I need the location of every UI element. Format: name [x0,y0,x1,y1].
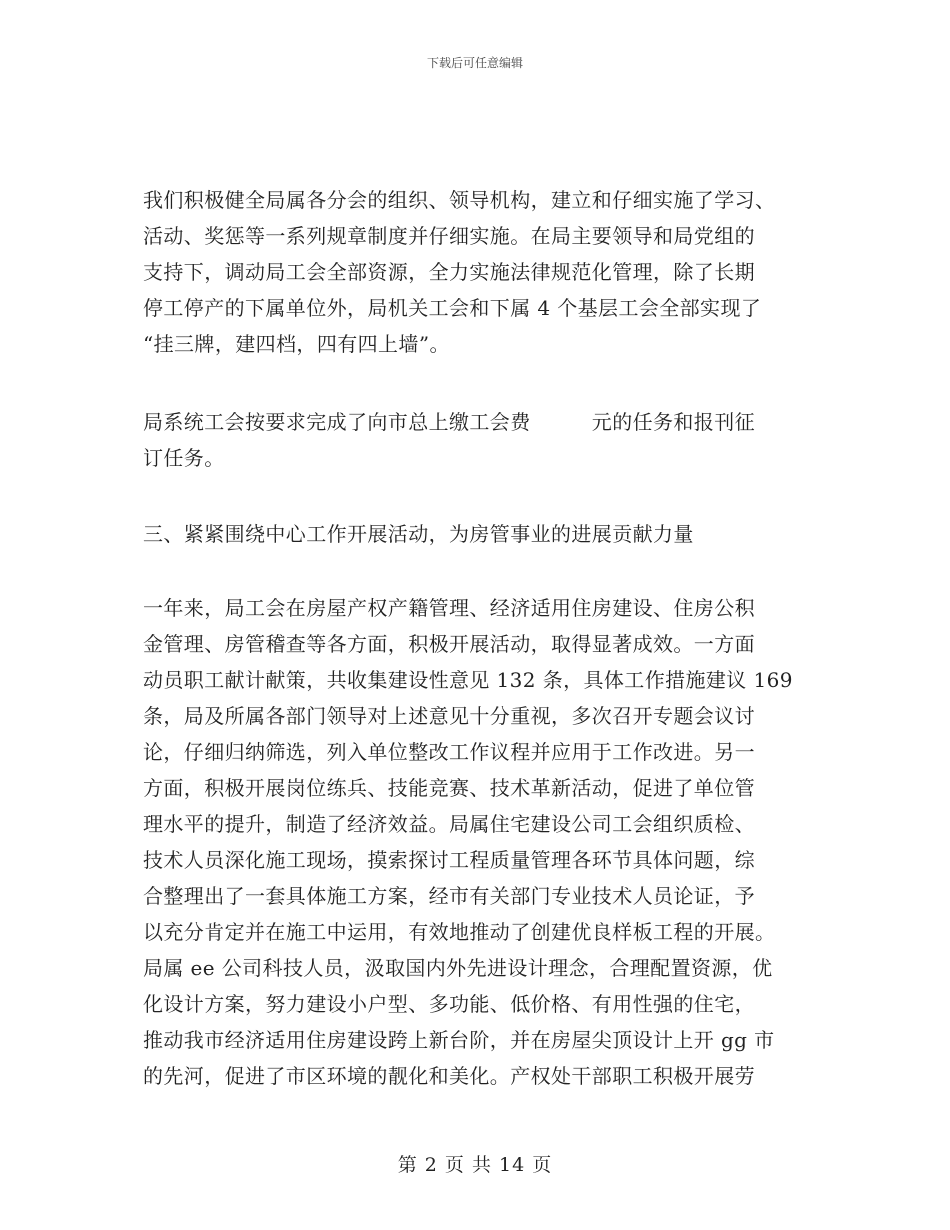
text-line: 订任务。 [143,446,225,470]
section-heading [143,516,808,552]
text-line: 合整理出了一套具体施工方案，经市有关部门专业技术人员论证，予 [143,884,755,908]
text-line: “挂三牌，建四档，四有四上墙”。 [143,332,450,356]
text-line: 条，局及所属各部门领导对上述意见十分重视，多次召开专题会议讨 [143,704,755,728]
text-line: 理水平的提升，制造了经济效益。局属住宅建设公司工会组织质检、 [143,812,755,836]
paragraph-activities [143,590,808,1094]
text-line: 化设计方案，努力建设小户型、多功能、低价格、有用性强的住宅， [143,992,755,1016]
paragraph-union-fees [143,404,808,476]
text-line: 活动、奖惩等一系列规章制度并仔细实施。在局主要领导和局党组的 [143,224,755,248]
text-line: 我们积极健全局属各分会的组织、领导机构，建立和仔细实施了学习、 [143,188,776,212]
text-line: 方面，积极开展岗位练兵、技能竞赛、技术革新活动，促进了单位管 [143,776,755,800]
text-line: 以充分肯定并在施工中运用，有效地推动了创建优良样板工程的开展。 [143,920,776,944]
text-line: 推动我市经济适用住房建设跨上新台阶，并在房屋尖顶设计上开 gg 市 [143,1028,775,1052]
page-header: 下载后可任意编辑 [426,56,523,70]
text-line: 局属 ee 公司科技人员，汲取国内外先进设计理念，合理配置资源，优 [143,956,773,980]
text-line: 金管理、房管稽查等各方面，积极开展活动，取得显著成效。一方面 [143,632,755,656]
text-line: 支持下，调动局工会全部资源，全力实施法律规范化管理，除了长期 [143,260,755,284]
text-line: 论，仔细归纳筛选，列入单位整改工作议程并应用于工作改进。另一 [143,740,755,764]
text-line: 一年来，局工会在房屋产权产籍管理、经济适用住房建设、住房公积 [143,596,755,620]
page-footer [0,1150,950,1177]
text-line: 停工停产的下属单位外，局机关工会和下属 4 个基层工会全部实现了 [143,296,762,320]
text-line: 技术人员深化施工现场，摸索探讨工程质量管理各环节具体问题，综 [143,848,755,872]
heading-line: 三、紧紧围绕中心工作开展活动，为房管事业的进展贡献力量 [143,522,694,546]
text-line: 的先河，促进了市区环境的靓化和美化。产权处干部职工积极开展劳 [143,1064,755,1088]
page-number: 第 2 页 共 14 页 [397,1154,553,1176]
text-line: 局系统工会按要求完成了向市总上缴工会费 元的任务和报刊征 [143,410,755,434]
text-line: 动员职工献计献策，共收集建设性意见 132 条，具体工作措施建议 169 [143,668,793,692]
paragraph-organization [143,182,808,362]
